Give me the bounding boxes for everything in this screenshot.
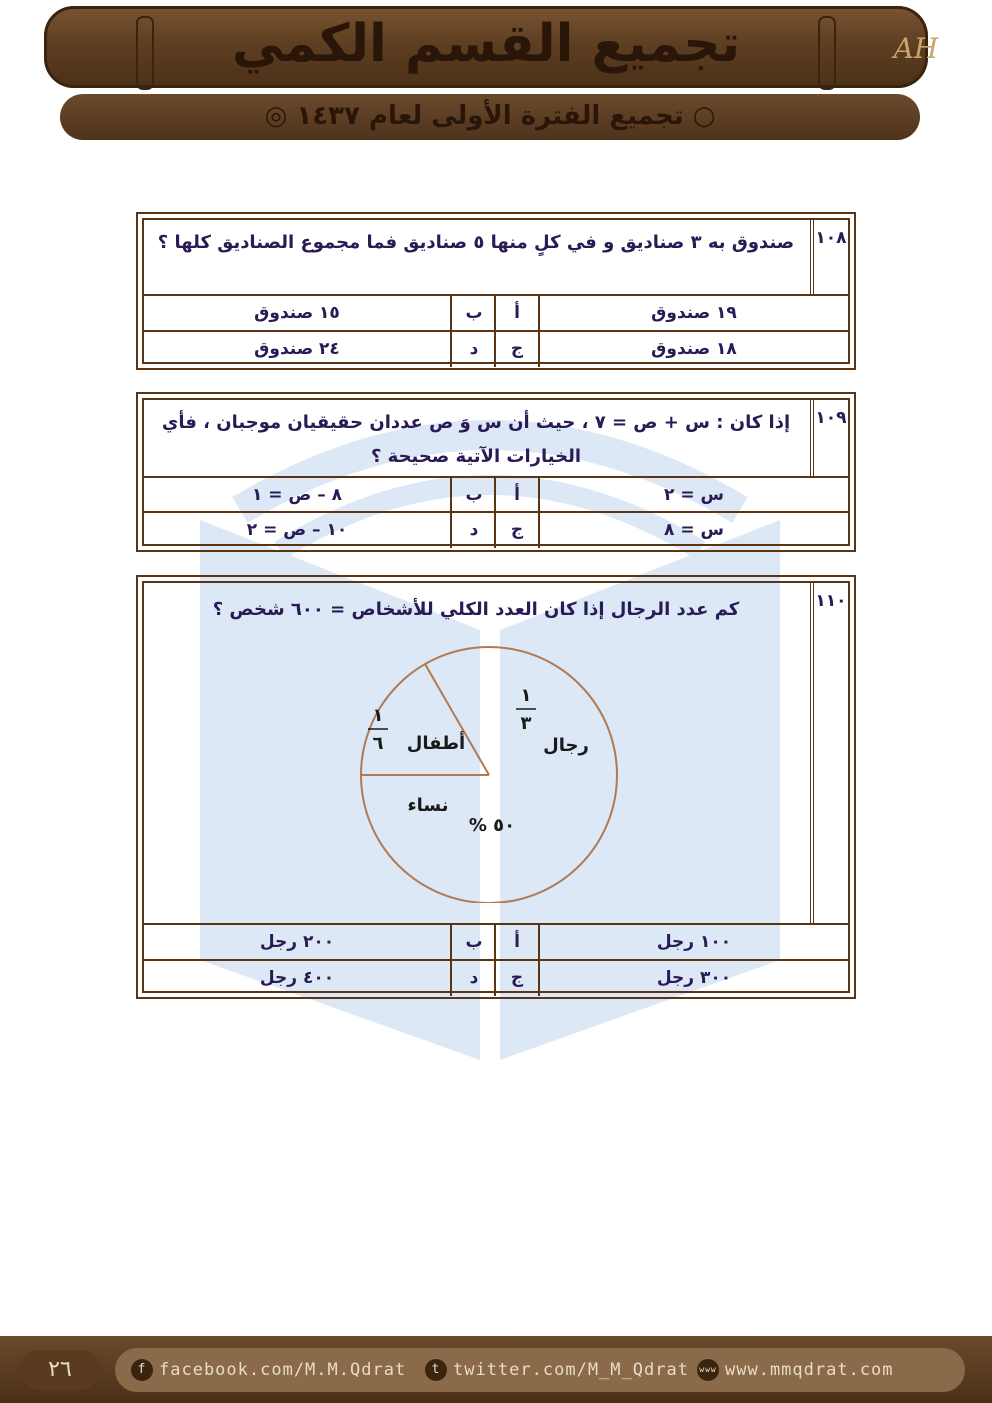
question-frame bbox=[142, 398, 850, 546]
men-denominator: ٣ bbox=[520, 713, 532, 734]
header-banner bbox=[44, 6, 939, 88]
option-a[interactable]: ١٩ صندوق bbox=[651, 303, 737, 323]
footer-links-bar bbox=[115, 1348, 965, 1392]
question-text: صندوق به ٣ صناديق و في كلٍ منها ٥ صناديق فما مجموع الصناديق كلها ؟ bbox=[157, 232, 795, 253]
option-b-letter: ب bbox=[450, 296, 496, 331]
facebook-link[interactable] bbox=[131, 1348, 406, 1392]
option-b-letter: ب bbox=[450, 478, 496, 513]
kids-denominator: ٦ bbox=[372, 733, 384, 754]
page-number: ٢٦ bbox=[20, 1350, 100, 1390]
twitter-icon: t bbox=[425, 1359, 447, 1381]
option-a[interactable]: س = ٢ bbox=[664, 485, 724, 505]
question-frame bbox=[142, 581, 850, 993]
question-number: ١١٠ bbox=[810, 583, 848, 923]
option-row bbox=[144, 959, 848, 996]
option-d[interactable]: ٢٤ صندوق bbox=[254, 339, 340, 359]
kids-numerator: ١ bbox=[372, 705, 384, 726]
question-110 bbox=[136, 575, 856, 999]
twitter-text: twitter.com/M_M_Qdrat bbox=[453, 1360, 689, 1380]
option-b-letter: ب bbox=[450, 925, 496, 960]
page-subtitle: ○ تجميع الفترة الأولى لعام ١٤٣٧ ◎ bbox=[264, 101, 716, 131]
option-a[interactable]: ١٠٠ رجل bbox=[656, 932, 732, 952]
website-text: www.mmqdrat.com bbox=[725, 1360, 894, 1380]
pie-divider-diagonal bbox=[425, 664, 489, 775]
right-ornament bbox=[818, 16, 836, 90]
option-row bbox=[144, 330, 848, 367]
men-label: رجال bbox=[543, 735, 589, 756]
option-row bbox=[144, 511, 848, 548]
option-d[interactable]: ١٠ – ص = ٢ bbox=[246, 520, 348, 540]
option-c-letter: ج bbox=[494, 332, 540, 367]
twitter-link[interactable] bbox=[425, 1348, 689, 1392]
question-text: إذا كان : س + ص = ٧ ، حيث أن س وَ ص عددان حقيقيان موجبان ، فأي الخيارات الآتية صحيحة ؟ bbox=[161, 412, 791, 467]
footer bbox=[0, 1336, 992, 1403]
logo: AH bbox=[893, 32, 939, 65]
kids-label: أطفال bbox=[406, 733, 466, 754]
option-row bbox=[144, 476, 848, 513]
facebook-text: facebook.com/M.M.Qdrat bbox=[159, 1360, 407, 1380]
page-title: تجميع القسم الكمي bbox=[231, 14, 741, 74]
option-d-letter: د bbox=[450, 332, 496, 367]
option-c[interactable]: س = ٨ bbox=[664, 520, 724, 540]
question-frame bbox=[142, 218, 850, 364]
pie-figure bbox=[348, 645, 630, 903]
option-d[interactable]: ٤٠٠ رجل bbox=[259, 968, 335, 988]
question-108 bbox=[136, 212, 856, 370]
option-c[interactable]: ٣٠٠ رجل bbox=[656, 968, 732, 988]
men-numerator: ١ bbox=[520, 685, 532, 706]
option-a-letter: أ bbox=[494, 296, 540, 331]
option-b[interactable]: ٢٠٠ رجل bbox=[259, 932, 335, 952]
left-ornament bbox=[136, 16, 154, 90]
question-number: ١٠٩ bbox=[810, 400, 848, 476]
option-row bbox=[144, 923, 848, 960]
option-c-letter: ج bbox=[494, 961, 540, 996]
option-d-letter: د bbox=[450, 961, 496, 996]
subtitle-ribbon bbox=[60, 94, 920, 140]
option-b[interactable]: ٨ – ص = ١ bbox=[251, 485, 343, 505]
option-a-letter: أ bbox=[494, 925, 540, 960]
option-c[interactable]: ١٨ صندوق bbox=[651, 339, 737, 359]
option-b[interactable]: ١٥ صندوق bbox=[254, 303, 340, 323]
question-text: كم عدد الرجال إذا كان العدد الكلي للأشخاص = ٦٠٠ شخص ؟ bbox=[212, 599, 740, 620]
option-d-letter: د bbox=[450, 513, 496, 548]
women-label: نساء bbox=[407, 795, 449, 816]
question-number: ١٠٨ bbox=[810, 220, 848, 294]
question-109 bbox=[136, 392, 856, 552]
web-icon: www bbox=[697, 1359, 719, 1381]
website-link[interactable] bbox=[697, 1348, 894, 1392]
option-c-letter: ج bbox=[494, 513, 540, 548]
option-row bbox=[144, 294, 848, 331]
women-value: ٥٠ % bbox=[468, 815, 516, 836]
facebook-icon: f bbox=[131, 1359, 153, 1381]
option-a-letter: أ bbox=[494, 478, 540, 513]
